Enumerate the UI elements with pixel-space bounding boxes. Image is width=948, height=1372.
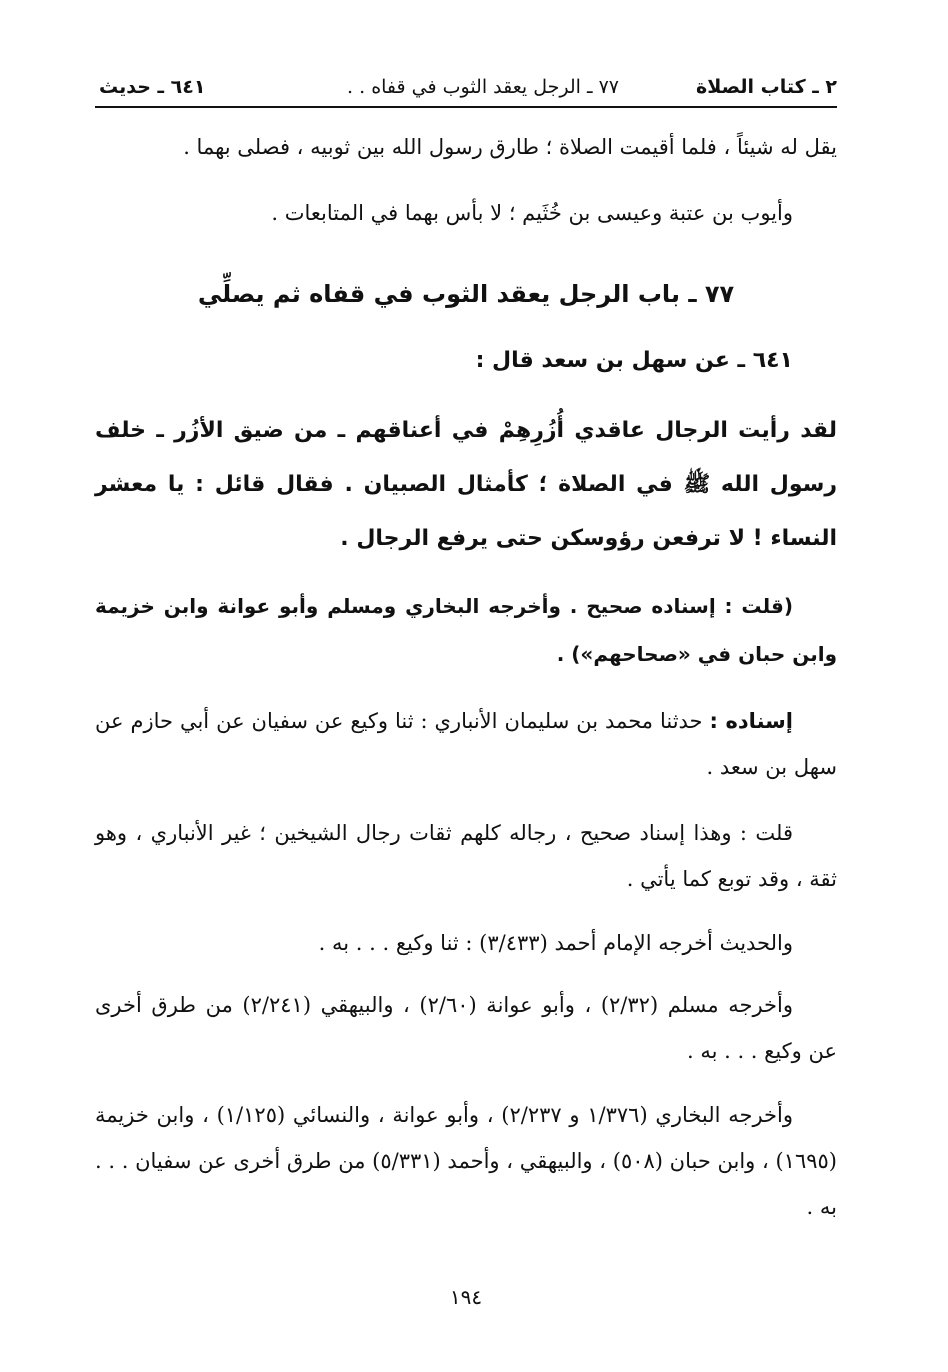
running-header bbox=[95, 70, 837, 104]
hadith-text: لقد رأيت الرجال عاقدي أُزُرِهِمْ في أعناقهم ـ من ضيق الأزُر ـ خلف رسول الله ﷺ في الصلاة ؛ كأمثال الصبيان . فقال قائل : يا معشر النساء ! لا ترفعن رؤوسكن حتى يرفع الرجال . bbox=[95, 418, 837, 551]
isnad-paragraph bbox=[95, 698, 837, 790]
commentary-paragraph: وأخرجه البخاري (١/٣٧٦ و ٢/٢٣٧) ، وأبو عوانة ، والنسائي (١/١٢٥) ، وابن خزيمة (١٦٩٥) ، وابن حبان (٥٠٨) ، والبيهقي ، وأحمد (٥/٣٣١) من طرق أخرى عن سفيان . . . به . bbox=[95, 1103, 837, 1219]
hadith-intro: ٦٤١ ـ عن سهل بن سعد قال : bbox=[475, 348, 793, 373]
isnad-text: حدثنا محمد بن سليمان الأنباري : ثنا وكيع عن سفيان عن أبي حازم عن سهل بن سعد . bbox=[95, 709, 837, 779]
isnad-label: إسناده : bbox=[709, 709, 793, 733]
chapter-heading: ٧٧ ـ باب الرجل يعقد الثوب في قفاه ثم يصلِّي bbox=[197, 280, 735, 308]
commentary-paragraph: وأخرجه مسلم (٢/٣٢) ، وأبو عوانة (٢/٦٠) ، والبيهقي (٢/٢٤١) من طرق أخرى عن وكيع . . . به . bbox=[95, 993, 837, 1063]
header-chapter-title: ٧٧ ـ الرجل يعقد الثوب في قفاه . . bbox=[347, 76, 619, 98]
commentary-paragraph: قلت : وهذا إسناد صحيح ، رجاله كلهم ثقات رجال الشيخين ؛ غير الأنباري ، وهو ثقة ، وقد توبع كما يأتي . bbox=[95, 821, 837, 891]
document-page bbox=[95, 0, 837, 1372]
header-divider bbox=[95, 106, 837, 108]
header-hadith-number: ٦٤١ ـ حديث bbox=[99, 76, 206, 98]
continuation-text: يقل له شيئاً ، فلما أقيمت الصلاة ؛ طارق رسول الله بين ثوبيه ، فصلى بهما . bbox=[183, 135, 837, 159]
header-book-title: ٢ ـ كتاب الصلاة bbox=[696, 76, 837, 98]
narrator-note: وأيوب بن عتبة وعيسى بن خُثَيم ؛ لا بأس بهما في المتابعات . bbox=[271, 201, 793, 225]
grading-note: (قلت : إسناده صحيح . وأخرجه البخاري ومسلم وأبو عوانة وابن خزيمة وابن حبان في «صحاحهم») . bbox=[95, 594, 837, 666]
page-number: ١٩٤ bbox=[449, 1285, 483, 1309]
commentary-paragraph: والحديث أخرجه الإمام أحمد (٣/٤٣٣) : ثنا وكيع . . . به . bbox=[318, 931, 793, 955]
